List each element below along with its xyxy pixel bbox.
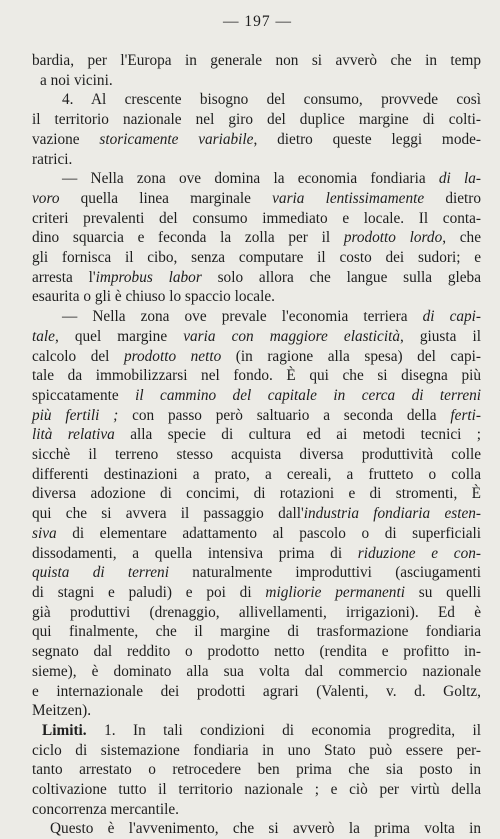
text-line: Meitzen). — [32, 702, 92, 720]
text-line: spiccatamente il cammino del capitale in cerca di terreni — [32, 386, 482, 404]
text-line: arresta l'improbus labor solo allora che langue sulla gleba — [32, 268, 481, 286]
text-line: concorrenza mercantile. — [32, 800, 179, 818]
text-line: voro quella linea marginale varia lentissimamente dietro — [32, 189, 482, 207]
emphasis-text: ferti- — [450, 406, 481, 424]
emphasis-text: quista di terreni — [32, 564, 169, 582]
emphasis-text: varia con maggiore elasticità — [183, 327, 400, 345]
text-line: gli fornisca il cibo, senza computare il costo dei sudori; e — [32, 249, 481, 267]
page-body — [32, 51, 481, 839]
emphasis-text: tale — [32, 327, 55, 345]
emphasis-text: riduzione e con- — [357, 544, 481, 562]
emphasis-text: di la- — [438, 170, 481, 188]
text-line: coltivazione tutto il territorio nazionale ; e ciò per virtù della — [32, 781, 481, 799]
text-line: diversa adozione di concimi, di rotazioni e di stromenti, È — [32, 485, 481, 503]
paragraph-lavoro-start: — Nella zona ove domina la economia fondiaria di la- — [62, 170, 481, 188]
text-line: Questo è l'avvenimento, che si avverò la prima volta in — [50, 820, 481, 838]
emphasis-text: industria fondiaria esten- — [303, 505, 481, 523]
text-line: vazione storicamente variabile, dietro queste leggi mode- — [32, 130, 482, 148]
text-line: già produttivi (drenaggio, allivellamenti, irrigazioni). Ed è — [32, 603, 481, 621]
text-line: tanto arrestato o retrocedere ben prima che sia posto in — [32, 761, 481, 779]
text-line: di stagni e paludi) e poi di migliorie permanenti su quelli — [32, 583, 482, 601]
emphasis-text: prodotto lordo — [343, 229, 443, 247]
text-line: qui che si avvera il passaggio dall'industria fondiaria esten- — [32, 505, 481, 523]
text-line: a noi vicini. — [40, 71, 113, 89]
text-line: ratrici. — [32, 150, 73, 168]
text-line: qui finalmente, che il margine di trasformazione fondiaria — [32, 623, 481, 641]
text-line: ciclo di sistemazione fondiaria in uno Stato può essere per- — [32, 741, 481, 759]
emphasis-text: voro — [32, 189, 60, 207]
emphasis-text: storicamente variabile — [99, 130, 254, 148]
text-line: criteri prevalenti del consumo immediato e locale. Il conta- — [32, 209, 481, 227]
emphasis-text: varia lentissimamente — [272, 189, 425, 207]
text-line: più fertili ; con passo però saltuario a seconda della ferti- — [32, 406, 481, 424]
text-line: quista di terreni naturalmente improduttivi (asciugamenti — [32, 564, 482, 582]
text-line: sicchè il terreno stesso acquista diversa produttività colle — [32, 446, 481, 464]
paragraph-capitale-start: — Nella zona ove prevale l'economia terriera di capi- — [62, 308, 482, 326]
emphasis-text: migliorie permanenti — [265, 583, 405, 601]
text-line: tale da immobilizzarsi nel fondo. È qui che si disegna più — [32, 367, 481, 385]
emphasis-text: prodotto netto — [123, 347, 222, 365]
section-heading-limiti: Limiti. — [42, 721, 87, 739]
emphasis-text: più fertili ; — [32, 406, 119, 424]
text-line: calcolo del prodotto netto (in ragione alla spesa) del capi- — [32, 347, 481, 365]
text-line: lità relativa alla specie di cultura ed ai metodi tecnici ; — [32, 426, 482, 444]
text-line: dino squarcia e feconda la zolla per il prodotto lordo, che — [32, 229, 481, 247]
text-line: e internazionale dei prodotti agrari (Valenti, v. d. Goltz, — [32, 682, 481, 700]
paragraph-4-start: 4. Al crescente bisogno del consumo, provvede così — [62, 91, 481, 109]
text-line: il territorio nazionale nel giro del duplice margine di colti- — [32, 111, 481, 129]
text-line: esaurita o gli è chiuso lo spaccio locale. — [32, 288, 275, 306]
emphasis-text: il cammino del capitale in cerca di terreni — [135, 386, 482, 404]
text-line: siva di elementare adattamento al pascolo o di superficiali — [32, 524, 481, 542]
text-line: segnato dal reddito o prodotto netto (rendita e profitto in- — [32, 643, 481, 661]
emphasis-text: improbus labor — [95, 268, 202, 286]
emphasis-text: lità relativa — [32, 426, 115, 444]
emphasis-text: di capi- — [422, 308, 482, 326]
paragraph-limiti-start: Limiti. 1. In tali condizioni di economia progredita, il — [42, 721, 481, 739]
text-line: tale, quel margine varia con maggiore elasticità, giusta il — [32, 327, 482, 345]
emphasis-text: siva — [32, 524, 57, 542]
text-line: sieme), è dominato alla sua volta dal commercio nazionale — [32, 662, 481, 680]
text-line: differenti destinazioni a prato, a cereali, a frutteto o colla — [32, 465, 481, 483]
page-number: — 197 — — [223, 13, 292, 30]
text-line: bardia, per l'Europa in generale non si avverò che in temp — [32, 52, 481, 69]
text-line: dissodamenti, a quella intensiva prima di riduzione e con- — [32, 544, 481, 562]
